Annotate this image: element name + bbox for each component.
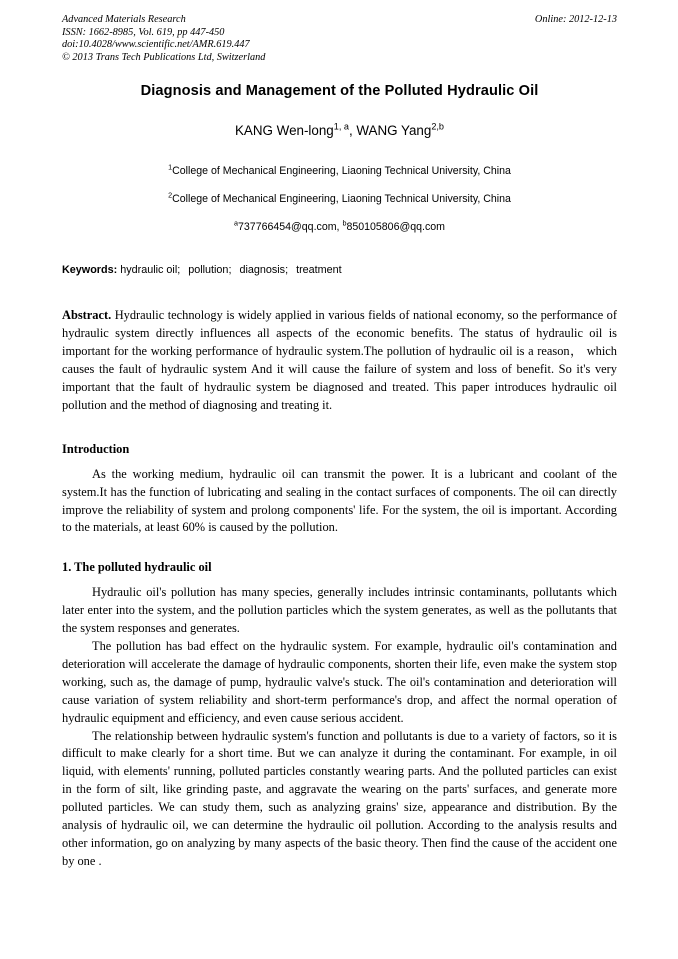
section-heading-polluted-hydraulic-oil: 1. The polluted hydraulic oil [62,560,212,575]
email-marker-1: a [234,218,239,228]
email-marker-2: b [342,218,347,228]
email-address-2[interactable]: 850105806@qq.com [346,221,445,234]
abstract-paragraph [62,307,617,414]
author-list [62,122,617,139]
keyword-item: hydraulic oil; [120,264,181,277]
affiliation-text-2: College of Mechanical Engineering, Liaoning Technical University, China [172,193,511,206]
journal-name: Advanced Materials Research [62,14,186,25]
journal-copyright-line: © 2013 Trans Tech Publications Ltd, Switzerland [62,51,266,63]
affiliation-2 [62,190,617,206]
author-emails [62,218,617,234]
section-paragraph: Hydraulic oil's pollution has many species, generally includes intrinsic contaminants, pollutants which later enter into the system, and the pollution particles which the system generates, as well as the pollutants that the system responses and generates. [62,585,617,636]
author-name-1: KANG Wen-long [235,123,334,139]
abstract-label: Abstract. [62,308,112,323]
journal-doi-line: doi:10.4028/www.scientific.net/AMR.619.447 [62,39,250,51]
author-affiliation-marker-2: 2,b [431,121,444,132]
keyword-item: diagnosis; [239,264,289,277]
abstract-text: Hydraulic technology is widely applied in various fields of national economy, so the performance of hydraulic system directly influences all aspects of the economic benefits. The status of hydraulic oil is important for the working performance of hydraulic system.The pollution of hydraulic oil is a reason， which causes the fault of hydraulic system And it will cause the failure of system and loss of benefit. So it's very important that the fault of hydraulic system be diagnosed and treated. This paper introduces hydraulic oil pollution and the method of diagnosing and treating it. [62,308,617,412]
keyword-item: treatment [296,264,342,277]
affiliation-text-1: College of Mechanical Engineering, Liaoning Technical University, China [172,165,511,178]
affiliation-1 [62,162,617,178]
section-heading-introduction: Introduction [62,441,130,456]
journal-header [62,14,617,64]
keywords-line [62,263,617,277]
author-name-2: WANG Yang [356,123,432,139]
keywords-label: Keywords: [62,264,118,277]
page-title: Diagnosis and Management of the Polluted Hydraulic Oil [140,83,539,100]
section-paragraph: The pollution has bad effect on the hydraulic system. For example, hydraulic oil's contamination and deterioration will accelerate the damage of hydraulic components, shorten their life, even make the system stop working, such as, the damage of pump, hydraulic valve's stuck. The oil's contamination and deterioration will cause variation of system reliability and short-term performance's drop, and affect the normal operation of hydraulic equipment and efficiency, and even cause serious accident. [62,638,617,725]
author-separator: , [348,123,357,139]
author-affiliation-marker-1: 1, a [333,121,349,132]
affiliation-marker-1: 1 [168,162,173,172]
online-publication-date: Online: 2012-12-13 [534,14,617,25]
section-paragraph: As the working medium, hydraulic oil can transmit the power. It is a lubricant and coolant of the system.It has the function of lubricating and sealing in the contact surfaces of components. The oil can directly improve the reliability of system and prolong components' life. For the system, the oil is important. According to the materials, at least 60% is caused by the pollution. [62,466,617,535]
email-address-1[interactable]: 737766454@qq.com, [238,221,340,234]
journal-issn-line: ISSN: 1662-8985, Vol. 619, pp 447-450 [62,26,225,38]
section-paragraph: The relationship between hydraulic system's function and pollutants is due to a variety of factors, so it is difficult to make clearly for a short time. But we can analyze it during the contaminant. For example, in oil liquid, with elements' running, polluted particles constantly wearing parts. And the polluted particles can exist in the form of silt, like grinding paste, and aggravate the wearing on the parts' surfaces, and generate more polluted particles. We can study them, such as analyzing grains' size, appearance and distribution. By the analysis of hydraulic oil, we can determine the hydraulic oil pollution. According to the analysis results and other information, go on analyzing by many aspects of the basic theory. Then find the cause of the accident one by one . [62,728,617,868]
keyword-item: pollution; [188,264,232,277]
affiliation-marker-2: 2 [168,190,173,200]
